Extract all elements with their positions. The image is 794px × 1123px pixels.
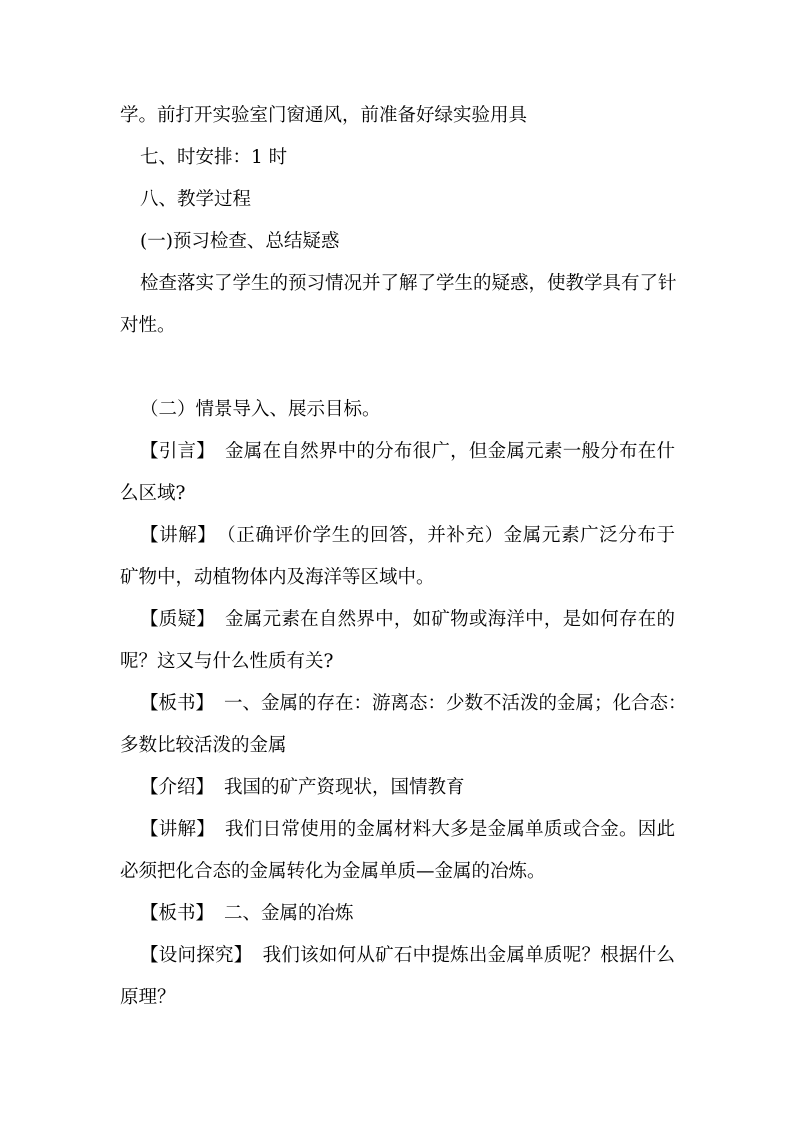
label-text: 一、金属的存在：游离态：少数不活泼的金属；化合态： bbox=[224, 693, 687, 714]
label-tag: 【引言】 bbox=[140, 441, 216, 462]
paragraph-continuation: 呢？这又与什么性质有关? bbox=[120, 651, 334, 672]
label-text: 金属元素在自然界中，如矿物或海洋中，是如何存在的 bbox=[225, 609, 675, 630]
paragraph-continuation: 必须把化合态的金属转化为金属单质—金属的冶炼。 bbox=[120, 861, 546, 882]
label-tag: 【设问探究】 bbox=[140, 945, 253, 966]
label-tag: 【板书】 bbox=[140, 693, 215, 714]
label-text: 我国的矿产资现状，国情教育 bbox=[224, 777, 465, 798]
label-tag: 【质疑】 bbox=[140, 609, 216, 630]
paragraph-continuation: 多数比较活泼的金属 bbox=[120, 735, 287, 756]
paragraph-explanation-2 bbox=[140, 818, 675, 842]
label-text: 我们日常使用的金属材料大多是金属单质或合金。因此 bbox=[225, 819, 675, 840]
subsection-heading-preview: (一)预习检查、总结疑惑 bbox=[140, 231, 340, 252]
section-heading-schedule: 七、时安排：1 时 bbox=[140, 147, 288, 168]
paragraph-inquiry bbox=[140, 944, 675, 968]
paragraph-introduction bbox=[140, 440, 675, 464]
paragraph-board-1 bbox=[140, 692, 687, 716]
subsection-heading-intro: （二）情景导入、展示目标。 bbox=[140, 399, 381, 420]
section-heading-process: 八、教学过程 bbox=[140, 189, 252, 210]
paragraph-line-preview-2: 对性。 bbox=[120, 315, 176, 336]
label-text: （正确评价学生的回答，并补充）金属元素广泛分布于 bbox=[226, 525, 675, 546]
label-tag: 【介绍】 bbox=[140, 777, 215, 798]
paragraph-question bbox=[140, 608, 675, 632]
paragraph-continuation: 原理？ bbox=[120, 987, 176, 1008]
paragraph-line-1: 学。前打开实验室门窗通风，前准备好绿实验用具 bbox=[120, 105, 528, 126]
label-tag: 【讲解】 bbox=[140, 819, 216, 840]
label-text: 金属在自然界中的分布很广，但金属元素一般分布在什 bbox=[225, 441, 675, 462]
label-tag: 【讲解】 bbox=[140, 525, 217, 546]
paragraph-introduction-2 bbox=[140, 776, 465, 800]
label-tag: 【板书】 bbox=[140, 903, 215, 924]
label-text: 我们该如何从矿石中提炼出金属单质呢？根据什么 bbox=[262, 945, 675, 966]
paragraph-continuation: 么区域? bbox=[120, 483, 186, 504]
paragraph-continuation: 矿物中，动植物体内及海洋等区域中。 bbox=[120, 567, 435, 588]
label-text: 二、金属的冶炼 bbox=[224, 903, 354, 924]
paragraph-board-2 bbox=[140, 902, 354, 926]
paragraph-explanation-1 bbox=[140, 524, 675, 548]
paragraph-line-preview-1: 检查落实了学生的预习情况并了解了学生的疑惑，使教学具有了针 bbox=[140, 273, 677, 294]
